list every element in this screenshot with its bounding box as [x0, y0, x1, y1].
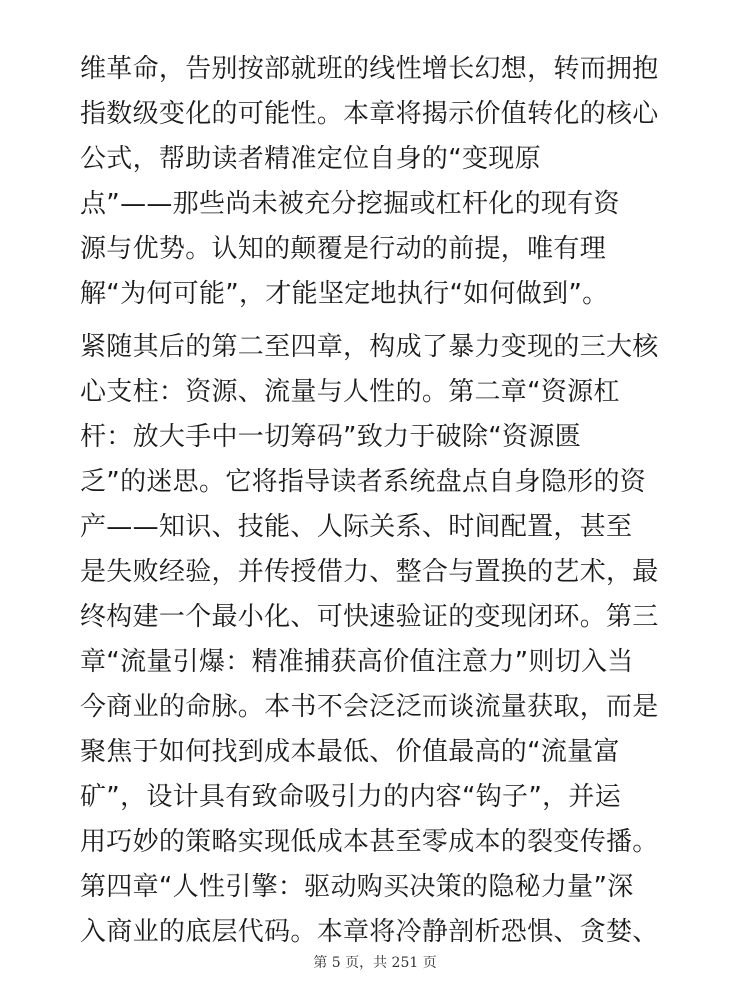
- text-line: 解“为何可能”，才能坚定地执行“如何做到”。: [80, 279, 609, 309]
- text-line: 终构建一个最小化、可快速验证的变现闭环。第三: [80, 602, 659, 632]
- text-line: 心支柱：资源、流量与人性的。第二章“资源杠: [80, 377, 620, 407]
- text-line: 是失败经验，并传授借力、整合与置换的艺术，最: [80, 557, 659, 587]
- page-number-footer: 第 5 页，共 251 页: [313, 955, 437, 971]
- paragraph-gap: [80, 317, 680, 325]
- paragraph-1: [80, 47, 680, 317]
- text-line: 源与优势。认知的颠覆是行动的前提，唯有理: [80, 234, 607, 264]
- text-line: 今商业的命脉。本书不会泛泛而谈流量获取，而是: [80, 692, 659, 722]
- text-line: 入商业的底层代码。本章将冷静剖析恐惧、贪婪、: [80, 917, 659, 947]
- paragraph-2: [80, 325, 680, 955]
- text-line: 点”——那些尚未被充分挖掘或杠杆化的现有资: [80, 189, 620, 219]
- text-line: 聚焦于如何找到成本最低、价值最高的“流量富: [80, 737, 620, 767]
- text-line: 杆：放大手中一切筹码”致力于破除“资源匮: [80, 422, 581, 452]
- text-line: 指数级变化的可能性。本章将揭示价值转化的核心: [80, 99, 659, 129]
- text-line: 紧随其后的第二至四章，构成了暴力变现的三大核: [80, 332, 659, 362]
- text-line: 第四章“人性引擎：驱动购买决策的隐秘力量”深: [80, 872, 634, 902]
- text-line: 矿”，设计具有致命吸引力的内容“钩子”，并运: [80, 782, 622, 812]
- text-line: 用巧妙的策略实现低成本甚至零成本的裂变传播。: [80, 827, 659, 857]
- body-text: [80, 47, 680, 955]
- text-line: 产——知识、技能、人际关系、时间配置，甚至: [80, 512, 633, 542]
- text-line: 公式，帮助读者精准定位自身的“变现原: [80, 144, 541, 174]
- text-line: 章“流量引爆：精准捕获高价值注意力”则切入当: [80, 647, 634, 677]
- text-line: 乏”的迷思。它将指导读者系统盘点自身隐形的资: [80, 467, 647, 497]
- text-line: 维革命，告别按部就班的线性增长幻想，转而拥抱: [80, 54, 659, 84]
